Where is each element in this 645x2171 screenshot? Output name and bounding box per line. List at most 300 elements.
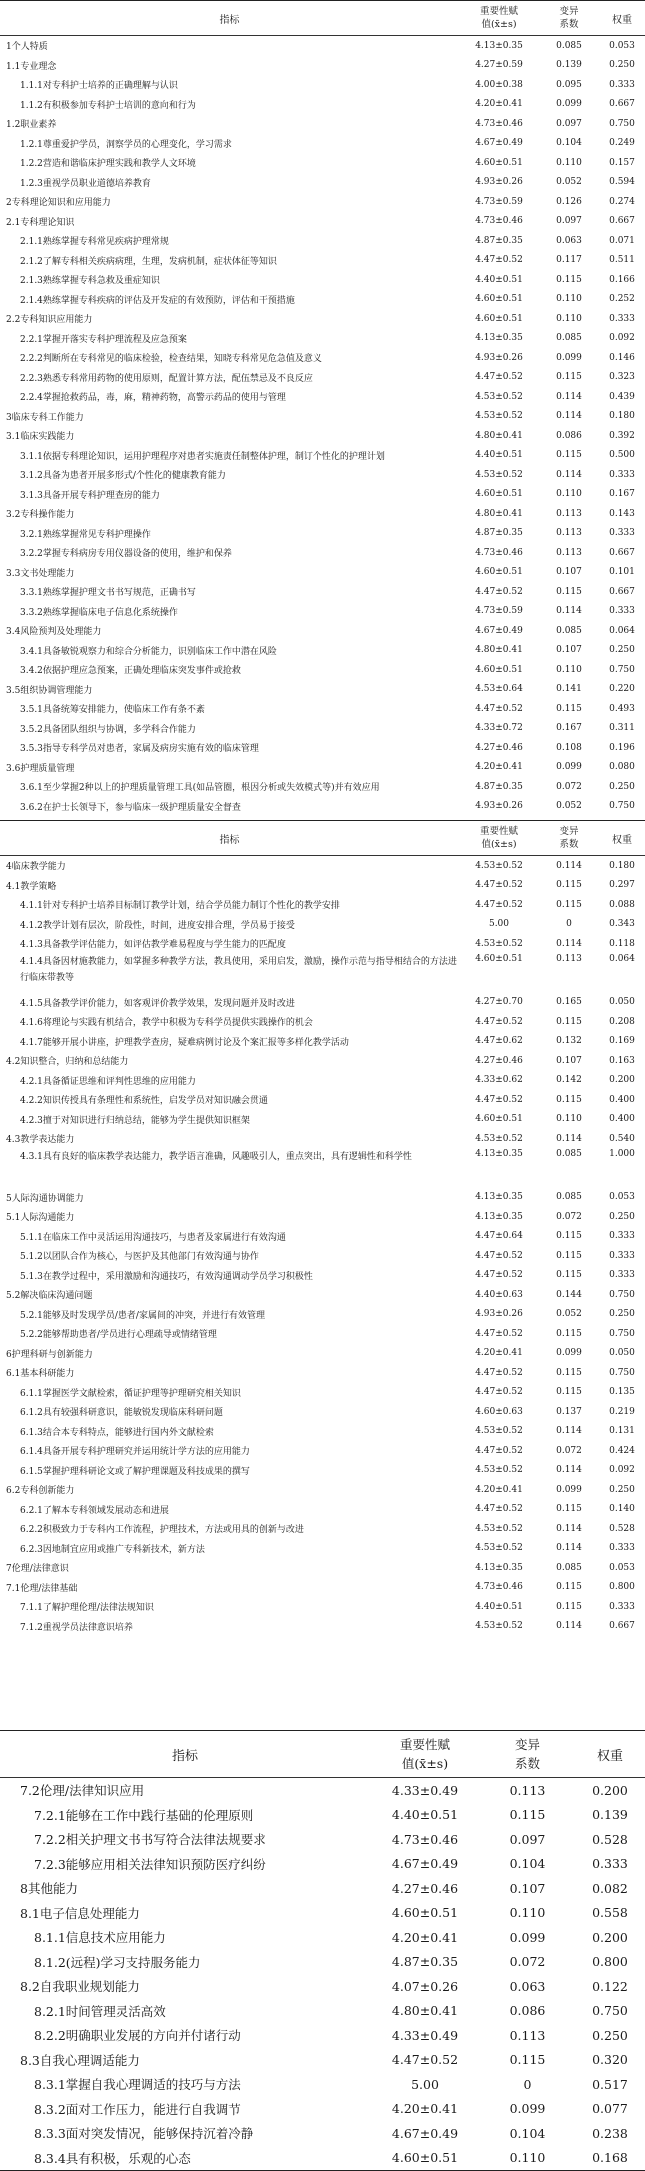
table-row [0,56,645,76]
table-row [0,1305,645,1325]
table-row [0,1110,645,1130]
cv-cell: 0.126 [556,196,582,207]
weight-header: 权重 [596,1748,623,1764]
weight-cell: 0.667 [609,216,635,227]
table-row [0,426,645,446]
cv-cell: 0.115 [556,1504,582,1515]
importance-cell: 4.47±0.52 [475,1367,523,1378]
weight-cell: 0.594 [609,177,635,188]
importance-cell: 4.47±0.52 [391,2052,459,2068]
cv-cell: 0.165 [556,997,582,1008]
table-row [0,1012,645,1032]
importance-cell: 4.13±0.35 [475,40,523,51]
table-row [0,758,645,778]
table-row [0,2023,645,2048]
table-row [0,1999,645,2024]
importance-cell: 4.20±0.41 [475,99,523,110]
cv-cell: 0.115 [556,1328,582,1339]
table-row [0,309,645,329]
table-row [0,465,645,485]
weight-cell: 0.252 [609,294,635,305]
table-row [0,387,645,407]
importance-cell: 4.33±0.72 [475,723,523,734]
importance-cell: 4.67±0.49 [391,1856,459,1872]
indicator-cell: 2.1.2了解专科相关疾病病理，生理，发病机制，症状体征等知识 [20,256,277,267]
indicator-cell: 4.1.2教学计划有层次，阶段性，时间，进度安排合理，学员易于接受 [20,920,295,931]
weight-cell: 0.250 [609,781,635,792]
importance-cell: 4.60±0.51 [391,2150,459,2166]
importance-cell: 4.13±0.35 [475,1211,523,1222]
cv-cell: 0.104 [556,138,582,149]
cv-cell: 0.107 [556,1055,582,1066]
importance-cell: 4.47±0.62 [475,1036,523,1047]
cv-cell: 0.114 [556,1543,582,1554]
importance-cell: 4.47±0.52 [475,1328,523,1339]
indicator-cell: 6.1.1掌握医学文献检索，循证护理等护理研究相关知识 [20,1388,241,1399]
importance-cell: 4.47±0.52 [475,1270,523,1281]
weight-cell: 0.333 [609,1543,635,1554]
indicator-cell: 8.1.1信息技术应用能力 [34,1930,166,1946]
table-row [0,290,645,310]
indicator-header: 指标 [219,834,240,846]
indicator-cell: 6.2.2积极致力于专科内工作流程，护理技术，方法或用具的创新与改进 [20,1525,304,1536]
table-row [0,1519,645,1539]
importance-cell: 4.00±0.38 [475,79,523,90]
table-row [0,75,645,95]
weight-cell: 0.274 [609,196,635,207]
indicator-cell: 8.3.4具有积极，乐观的心态 [34,2150,191,2166]
indicator-cell: 8.1.2(远程)学习支持服务能力 [34,1954,201,1970]
indicator-cell: 7.1.1了解护理伦理/法律法规知识 [20,1603,154,1614]
weight-cell: 0.135 [609,1387,635,1398]
indicator-cell: 3.1.2具备为患者开展多形式/个性化的健康教育能力 [20,471,226,482]
importance-cell: 4.67±0.49 [475,138,523,149]
table-row [0,563,645,583]
table-body [0,1778,645,2171]
weight-cell: 0.250 [592,2027,628,2043]
importance-cell: 4.60±0.51 [475,294,523,305]
importance-cell: 4.73±0.59 [475,196,523,207]
importance-cell: 4.60±0.51 [475,489,523,500]
importance-cell: 4.93±0.26 [475,177,523,188]
weight-cell: 0.163 [609,1055,635,1066]
importance-cell: 4.93±0.26 [475,352,523,363]
cv-cell: 0.072 [556,1211,582,1222]
cv-cell: 0.110 [556,1114,582,1125]
table-row [0,993,645,1013]
weight-cell: 0.238 [592,2125,628,2141]
weight-cell: 0.667 [609,1621,635,1632]
cv-cell: 0.110 [556,157,582,168]
indicator-cell: 1.2.1尊重爱护学员，洞察学员的心理变化，学习需求 [20,139,232,150]
weight-cell: 0.311 [609,723,635,734]
weight-cell: 0.122 [592,1978,628,1994]
indicator-cell: 2专科理论知识和应用能力 [6,198,111,209]
indicator-cell: 5人际沟通协调能力 [6,1193,84,1204]
cv-cell: 0.099 [509,1929,546,1945]
indicator-cell: 6护理科研与创新能力 [6,1349,93,1360]
indicator-cell: 2.1.3熟练掌握专科急救及重症知识 [20,276,160,287]
importance-cell: 4.60±0.51 [475,157,523,168]
cv-cell: 0.114 [556,391,582,402]
table-row [0,1188,645,1208]
indicator-cell: 4.1.4具备因材施教能力，如掌握多种教学方法，教具使用，采用启发，激励，操作示范与指导相结合的方法进行临床带教等 [20,956,457,983]
importance-cell: 4.73±0.59 [475,606,523,617]
indicator-cell: 8其他能力 [20,1881,78,1897]
weight-cell: 0.088 [609,899,635,910]
indicator-cell: 4.1.1针对专科护士培养目标制订教学计划，结合学员能力制订个性化的教学安排 [20,901,340,912]
cv-header: 变异 系数 [559,6,579,30]
cv-cell: 0.113 [556,528,582,539]
indicator-cell: 6.1.3结合本专科特点，能够进行国内外文献检索 [20,1427,214,1438]
cv-cell: 0.115 [509,1807,546,1823]
table-row [0,329,645,349]
importance-cell: 4.27±0.46 [475,1055,523,1066]
table-row [0,153,645,173]
table-row [0,1246,645,1266]
importance-cell: 4.53±0.52 [475,1523,523,1534]
cv-cell: 0.114 [556,860,582,871]
table-row [0,1480,645,1500]
weight-cell: 0.077 [592,2101,628,2117]
cv-cell: 0.113 [509,1782,546,1798]
table-part-1 [0,0,645,816]
cv-header: 变异 系数 [514,1737,540,1771]
weight-cell: 0.511 [609,255,635,266]
weight-cell: 0.200 [592,1929,628,1945]
weight-cell: 0.323 [609,372,635,383]
indicator-cell: 4.2.2知识传授具有条理性和系统性，启发学员对知识融会贯通 [20,1096,268,1107]
indicator-cell: 1.2.3重视学员职业道德培养教育 [20,178,151,189]
indicator-cell: 6.2.3因地制宜应用或推广专科新技术，新方法 [20,1544,205,1555]
cv-cell: 0.141 [556,684,582,695]
table-row [0,2048,645,2073]
cv-cell: 0.085 [556,1192,582,1203]
table-row [0,777,645,797]
importance-cell: 4.53±0.52 [475,1426,523,1437]
weight-cell: 0.092 [609,1465,635,1476]
cv-cell: 0.115 [556,1016,582,1027]
cv-cell: 0.115 [556,1582,582,1593]
weight-cell: 0.140 [609,1504,635,1515]
table-row [0,1950,645,1975]
weight-cell: 0.200 [609,1075,635,1086]
weight-cell: 0.208 [609,1016,635,1027]
indicator-cell: 8.3.2面对工作压力，能进行自我调节 [34,2101,241,2117]
cv-cell: 0.052 [556,801,582,812]
weight-cell: 0.101 [609,567,635,578]
importance-cell: 4.60±0.63 [475,1406,523,1417]
cv-cell: 0.113 [556,953,582,964]
cv-cell: 0.115 [556,450,582,461]
cv-cell: 0.085 [556,1148,582,1159]
weight-cell: 0.750 [609,118,635,129]
importance-cell: 4.53±0.52 [475,1465,523,1476]
indicator-cell: 3.2专科操作能力 [6,510,75,521]
importance-cell: 4.20±0.41 [475,762,523,773]
table-row [0,270,645,290]
cv-cell: 0.107 [509,1880,546,1896]
indicator-cell: 4.2.3擅于对知识进行归纳总结，能够为学生提供知识框架 [20,1115,250,1126]
weight-cell: 0.250 [609,1309,635,1320]
weight-cell: 0.333 [592,1856,628,1872]
table-row [0,1422,645,1442]
cv-cell: 0.063 [509,1978,546,1994]
indicator-cell: 3.2.1熟练掌握常见专科护理操作 [20,529,151,540]
table-row [0,856,645,876]
indicator-cell: 3.1.3具备开展专科护理查房的能力 [20,490,160,501]
weight-cell: 0.196 [609,742,635,753]
cv-cell: 0.099 [556,1484,582,1495]
cv-cell: 0.114 [556,1133,582,1144]
weight-cell: 0.071 [609,235,635,246]
cv-cell: 0.072 [556,781,582,792]
importance-cell: 4.47±0.52 [475,372,523,383]
table-row [0,1617,645,1637]
indicator-cell: 2.1专科理论知识 [6,217,75,228]
indicator-cell: 4.1教学策略 [6,881,57,892]
indicator-cell: 1.1.1对专科护士培养的正确理解与认识 [20,81,178,92]
indicator-cell: 2.2.1掌握开落实专科护理流程及应急预案 [20,334,187,345]
table-body [0,36,645,816]
indicator-cell: 1.1专业理念 [6,61,57,72]
weight-cell: 0.053 [609,40,635,51]
table-row [0,95,645,115]
table-row [0,1344,645,1364]
cv-cell: 0.107 [556,645,582,656]
weight-header: 权重 [612,834,632,846]
table-header [0,1730,645,1778]
importance-cell: 4.13±0.35 [475,333,523,344]
weight-cell: 0.053 [609,1192,635,1203]
table-row [0,114,645,134]
table-row [0,2146,645,2171]
importance-cell: 4.47±0.52 [475,1016,523,1027]
importance-cell: 4.60±0.51 [391,1905,459,1921]
indicator-cell: 1个人特质 [6,42,48,53]
table-row [0,1402,645,1422]
weight-cell: 0.333 [609,1231,635,1242]
cv-cell: 0.110 [556,294,582,305]
indicator-cell: 4.3教学表达能力 [6,1135,75,1146]
table-row [0,1071,645,1091]
table-row [0,368,645,388]
table-row [0,2097,645,2122]
indicator-cell: 3.6.1至少掌握2种以上的护理质量管理工具(如品管圈，根因分析或失效模式等)并有效应用 [20,783,380,794]
importance-cell: 4.20±0.41 [475,1348,523,1359]
weight-cell: 0.750 [609,664,635,675]
importance-cell: 4.80±0.41 [475,508,523,519]
importance-cell: 4.47±0.52 [475,899,523,910]
weight-cell: 0.667 [609,547,635,558]
importance-cell: 4.13±0.35 [475,1562,523,1573]
cv-cell: 0.114 [556,1426,582,1437]
table-row [0,1285,645,1305]
indicator-cell: 6.2专科创新能力 [6,1486,75,1497]
table-row [0,1149,645,1188]
importance-header: 重要性赋 值(x̄±s) [399,1737,450,1771]
table-row [0,621,645,641]
cv-cell: 0.113 [509,2027,546,2043]
table-header [0,820,645,856]
weight-cell: 0.439 [609,391,635,402]
cv-cell: 0.104 [509,2125,546,2141]
importance-cell: 5.00 [488,919,510,930]
table-row [0,1324,645,1344]
weight-cell: 0.392 [609,430,635,441]
weight-cell: 0.143 [609,508,635,519]
indicator-cell: 3.3.2熟练掌握临床电子信息化系统操作 [20,607,178,618]
indicator-cell: 3.3文书处理能力 [6,568,75,579]
importance-cell: 4.47±0.52 [475,880,523,891]
weight-cell: 0.064 [609,953,635,964]
cv-cell: 0.115 [556,1094,582,1105]
weight-cell: 0.540 [609,1133,635,1144]
importance-cell: 4.07±0.26 [391,1978,459,1994]
cv-cell: 0.052 [556,1309,582,1320]
importance-cell: 4.47±0.52 [475,1387,523,1398]
cv-cell: 0.097 [509,1831,546,1847]
cv-cell: 0.115 [556,1250,582,1261]
indicator-cell: 2.2专科知识应用能力 [6,315,93,326]
indicator-cell: 3.1临床实践能力 [6,432,75,443]
importance-cell: 4.13±0.35 [475,1192,523,1203]
weight-cell: 0.180 [609,860,635,871]
importance-cell: 4.53±0.52 [475,938,523,949]
weight-cell: 0.493 [609,703,635,714]
importance-header: 重要性赋 值(x̄±s) [479,6,518,30]
indicator-cell: 8.3.3面对突发情况，能够保持沉着冷静 [34,2126,254,2142]
cv-cell: 0.114 [556,1465,582,1476]
weight-cell: 0.250 [609,60,635,71]
cv-cell: 0.167 [556,723,582,734]
cv-cell: 0.114 [556,938,582,949]
weight-cell: 0.082 [592,1880,628,1896]
indicator-cell: 2.2.3熟悉专科常用药物的使用原则，配置计算方法，配伍禁忌及不良反应 [20,373,313,384]
weight-cell: 0.050 [609,1348,635,1359]
cv-cell: 0.114 [556,1523,582,1534]
importance-cell: 4.33±0.49 [391,1782,459,1798]
indicator-cell: 5.2.2能够帮助患者/学员进行心理疏导或情绪管理 [20,1330,217,1341]
table-row [0,797,645,817]
importance-cell: 4.73±0.46 [475,547,523,558]
table-row [0,738,645,758]
weight-cell: 0.424 [609,1445,635,1456]
table-row [0,1778,645,1803]
cv-cell: 0.085 [556,1562,582,1573]
weight-cell: 0.166 [609,274,635,285]
weight-cell: 0.333 [609,469,635,480]
indicator-cell: 7.1伦理/法律基础 [6,1583,78,1594]
table-body [0,856,645,1636]
weight-cell: 0.750 [609,1367,635,1378]
weight-cell: 0.157 [609,157,635,168]
indicator-cell: 1.2.2营造和谐临床护理实践和教学人文环境 [20,159,196,170]
table-row [0,1925,645,1950]
indicator-cell: 3.4.2依据护理应急预案，正确处理临床突发事件或抢救 [20,666,241,677]
importance-cell: 4.60±0.51 [475,1114,523,1125]
importance-cell: 4.40±0.51 [391,1807,459,1823]
cv-cell: 0.137 [556,1406,582,1417]
importance-cell: 4.60±0.51 [475,313,523,324]
indicator-cell: 8.2.1时间管理灵活高效 [34,2003,166,2019]
importance-cell: 4.53±0.52 [475,1133,523,1144]
cv-cell: 0.110 [556,313,582,324]
cv-cell: 0.052 [556,177,582,188]
importance-cell: 4.73±0.46 [475,1582,523,1593]
weight-cell: 1.000 [609,1148,635,1159]
indicator-cell: 3.3.1熟练掌握护理文书书写规范，正确书写 [20,588,196,599]
cv-cell: 0.085 [556,40,582,51]
weight-cell: 0.667 [609,586,635,597]
importance-cell: 4.80±0.41 [475,430,523,441]
table-row [0,895,645,915]
cv-cell: 0.115 [509,2052,546,2068]
cv-cell: 0.115 [556,1231,582,1242]
cv-cell: 0.104 [509,1856,546,1872]
cv-cell: 0.110 [556,664,582,675]
cv-cell: 0.097 [556,216,582,227]
indicator-cell: 3临床专科工作能力 [6,412,84,423]
weight-cell: 0.333 [609,313,635,324]
cv-cell: 0.115 [556,880,582,891]
table-row [0,1803,645,1828]
importance-cell: 4.60±0.51 [475,953,523,964]
indicator-cell: 8.2自我职业规划能力 [20,1979,140,1995]
indicator-cell: 7.1.2重视学员法律意识培养 [20,1622,133,1633]
importance-cell: 4.47±0.52 [475,703,523,714]
table-row [0,485,645,505]
table-row [0,1539,645,1559]
table-row [0,1363,645,1383]
table-row [0,192,645,212]
weight-cell: 0.139 [592,1807,628,1823]
importance-cell: 4.27±0.46 [475,742,523,753]
weight-cell: 0.558 [592,1905,628,1921]
table-row [0,1461,645,1481]
indicator-cell: 7.2.2相关护理文书书写符合法律法规要求 [34,1832,266,1848]
importance-cell: 4.40±0.51 [475,450,523,461]
indicator-header: 指标 [171,1748,198,1764]
table-row [0,602,645,622]
importance-cell: 4.27±0.46 [391,1880,459,1896]
table-row [0,1129,645,1149]
weight-cell: 0.800 [609,1582,635,1593]
table-row [0,1266,645,1286]
importance-cell: 4.73±0.46 [391,1831,459,1847]
cv-cell: 0.099 [556,762,582,773]
weight-cell: 0.667 [609,99,635,110]
cv-cell: 0.115 [556,899,582,910]
cv-cell: 0.115 [556,1270,582,1281]
importance-cell: 4.13±0.35 [475,1148,523,1159]
cv-cell: 0.107 [556,567,582,578]
importance-cell: 4.47±0.52 [475,255,523,266]
cv-cell: 0.114 [556,469,582,480]
weight-cell: 0.180 [609,411,635,422]
weight-cell: 0.169 [609,1036,635,1047]
weight-cell: 0.250 [609,1211,635,1222]
indicator-cell: 3.6护理质量管理 [6,763,75,774]
table-row [0,641,645,661]
importance-cell: 4.20±0.41 [391,1929,459,1945]
indicator-cell: 3.4风险预判及处理能力 [6,627,102,638]
weight-cell: 0.750 [609,1328,635,1339]
cv-cell: 0.132 [556,1036,582,1047]
indicator-cell: 4.2知识整合，归纳和总结能力 [6,1057,129,1068]
indicator-cell: 4.1.3具备教学评估能力，如评估教学难易程度与学生能力的匹配度 [20,940,286,951]
cv-cell: 0.114 [556,606,582,617]
